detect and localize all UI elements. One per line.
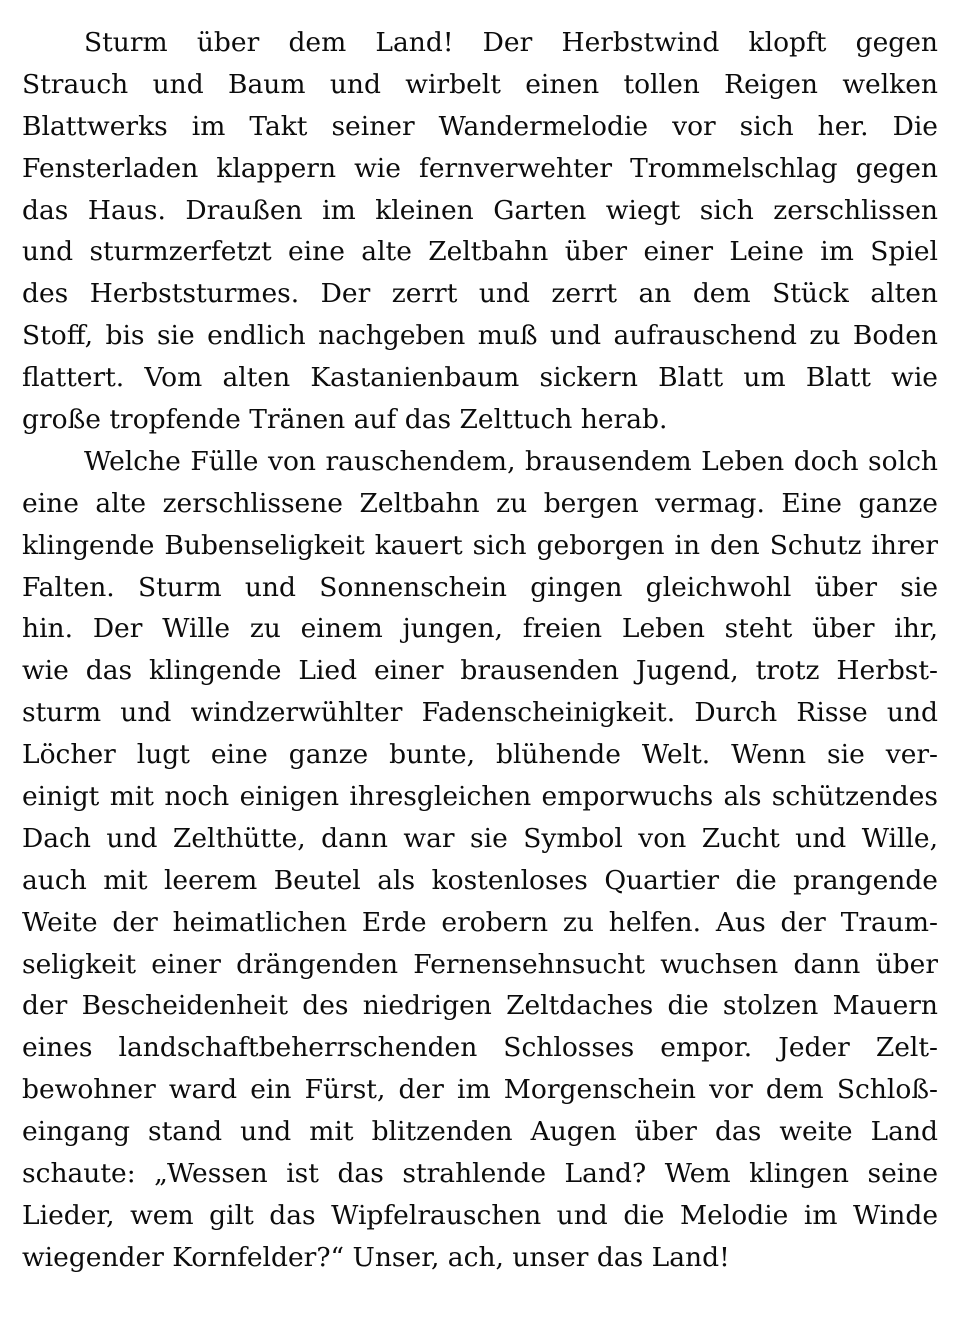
text-line: Lieder, wem gilt das Wipfelrauschen und die Melodie im Winde [22,1199,938,1231]
text-line: Weite der heimatlichen Erde erobern zu helfen. Aus der Traum- [22,906,938,938]
text-line: Welche Fülle von rauschendem, brausendem Leben doch solch [84,445,938,477]
text-line: das Haus. Draußen im kleinen Garten wiegt sich zerschlissen [22,194,938,226]
text-line: seligkeit einer drängenden Fernensehnsucht wuchsen dann über [22,948,938,980]
text-line: der Bescheidenheit des niedrigen Zeltdaches die stolzen Mauern [22,990,938,1022]
text-line: sturm und windzerwühlter Fadenscheinigkeit. Durch Risse und [22,697,938,729]
text-line: eingang stand und mit blitzenden Augen über das weite Land [22,1116,938,1148]
text-line: klingende Bubenseligkeit kauert sich geborgen in den Schutz ihrer [22,529,938,561]
text-line: hin. Der Wille zu einem jungen, freien Leben steht über ihr, [22,613,938,645]
text-line: flattert. Vom alten Kastanienbaum sickern Blatt um Blatt wie [22,362,938,394]
text-line: eine alte zerschlissene Zeltbahn zu bergen vermag. Eine ganze [22,487,938,519]
paragraph-1 [22,22,938,441]
text-line: schaute: „Wessen ist das strahlende Land? Wem klingen seine [22,1158,938,1190]
text-line: bewohner ward ein Fürst, der im Morgenschein vor dem Schloß- [22,1074,938,1106]
text-line: des Herbststurmes. Der zerrt und zerrt an dem Stück alten [22,278,938,310]
text-line: Stoff, bis sie endlich nachgeben muß und aufrauschend zu Boden [22,320,938,352]
text-line: Falten. Sturm und Sonnenschein gingen gleichwohl über sie [22,571,938,603]
text-line: und sturmzerfetzt eine alte Zeltbahn über einer Leine im Spiel [22,236,938,268]
text-line: einigt mit noch einigen ihresgleichen emporwuchs als schützendes [22,781,938,813]
body-text [22,22,938,1279]
text-line: wiegender Kornfelder?“ Unser, ach, unser das Land! [22,1241,730,1273]
text-line: Löcher lugt eine ganze bunte, blühende Welt. Wenn sie ver- [22,739,938,771]
text-line: auch mit leerem Beutel als kostenloses Quartier die prangende [22,864,938,896]
text-line: Strauch und Baum und wirbelt einen tollen Reigen welken [22,68,938,100]
text-line: wie das klingende Lied einer brausenden Jugend, trotz Herbst- [22,655,938,687]
text-line: Fensterladen klappern wie fernverwehter Trommelschlag gegen [22,152,938,184]
text-line: große tropfende Tränen auf das Zelttuch herab. [22,404,668,436]
text-line: Dach und Zelthütte, dann war sie Symbol von Zucht und Wille, [22,822,938,854]
text-line: Sturm über dem Land! Der Herbstwind klopft gegen [84,27,938,58]
text-line: Blattwerks im Takt seiner Wandermelodie vor sich her. Die [22,110,938,142]
paragraph-2 [22,441,938,1279]
text-line: eines landschaftbeherrschenden Schlosses empor. Jeder Zelt- [22,1032,938,1064]
